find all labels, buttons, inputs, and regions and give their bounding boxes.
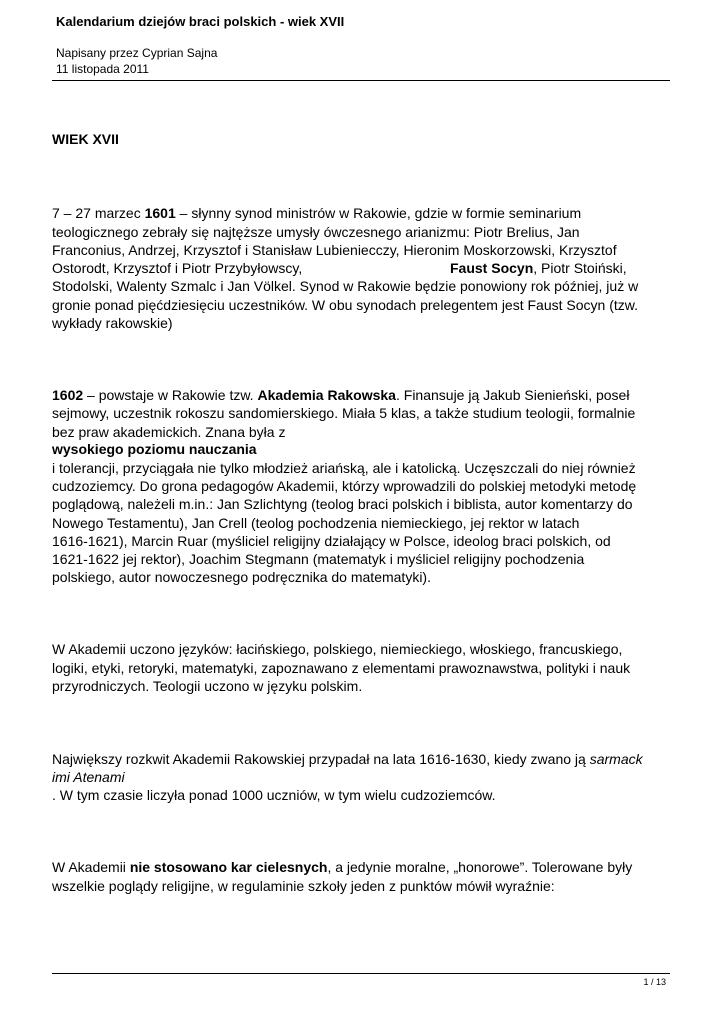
- p2-line-3: bez praw akademickich. Znana była z: [52, 424, 286, 440]
- p2-line-1: [52, 386, 629, 405]
- atenami-italic: imi Atenami: [52, 769, 125, 785]
- p1-line-5: Stodolski, Walenty Szmalc i Jan Völkel. Synod w Rakowie będzie ponowiony rok później, już w: [52, 278, 639, 294]
- p5-text: , a jedynie moralne, „honorowe”. Tolerowane były: [327, 859, 633, 875]
- no-corporal-punishment-bold: nie stosowano kar cielesnych: [129, 859, 328, 875]
- p1-line-7: wykłady rakowskie): [52, 315, 173, 331]
- p1-text: – słynny synod ministrów w Rakowie, gdzie w formie seminarium: [175, 205, 582, 221]
- p1-text: Ostorodt, Krzysztof i Piotr Przybyłowscy,: [52, 260, 303, 276]
- p1-line-6: gronie ponad pięćdziesięciu uczestników. W obu synodach prelegentem jest Faust Socyn (tzw.: [52, 297, 638, 313]
- p1-line-1: [52, 204, 581, 223]
- p5-line-1: [52, 858, 632, 877]
- p1-line-4: [52, 259, 302, 278]
- p1-text: 7 – 27 marzec: [52, 205, 145, 221]
- header-divider: [52, 80, 670, 81]
- footer-divider: [52, 973, 670, 974]
- p2-line-7: poglądową, należeli m.in.: Jan Szlichtyng (teolog braci polskich i biblista, autor komentarzy do: [52, 496, 633, 512]
- faust-socyn-bold: Faust Socyn: [450, 260, 534, 276]
- p2-line-8: Nowego Testamentu), Jan Crell (teolog pochodzenia niemieckiego, jej rektor w latach: [52, 515, 580, 531]
- p1-text: , Piotr Stoiński,: [533, 260, 627, 276]
- p2-text: – powstaje w Rakowie tzw.: [83, 387, 258, 403]
- p3-line-1: W Akademii uczono języków: łacińskiego, polskiego, niemieckiego, włoskiego, francuskiego,: [52, 641, 623, 657]
- p2-line-11: polskiego, autor nowoczesnego podręcznika do matematyki).: [52, 569, 431, 585]
- year-1601: 1601: [144, 205, 176, 221]
- p4-line-3: . W tym czasie liczyła ponad 1000 uczniów, w tym wielu cudzoziemców.: [52, 787, 496, 803]
- p2-line-4: [52, 440, 257, 459]
- date-line: 11 listopada 2011: [56, 62, 149, 76]
- p4-text: Największy rozkwit Akademii Rakowskiej przypadał na lata 1616-1630, kiedy zwano ją: [52, 751, 590, 767]
- p2-line-5: i tolerancji, przyciągała nie tylko młodzież ariańską, ale i katolicką. Uczęszczali do niej również: [52, 460, 636, 476]
- p3-line-3: przyrodniczych. Teologii uczono w języku polskim.: [52, 678, 363, 694]
- p4-line-2: [52, 768, 125, 787]
- p5-line-2: wszelkie poglądy religijne, w regulaminie szkoły jeden z punktów mówił wyraźnie:: [52, 878, 555, 894]
- akademia-rakowska-bold: Akademia Rakowska: [257, 387, 396, 403]
- p2-text: . Finansuje ją Jakub Sienieński, poseł: [395, 387, 630, 403]
- sarmackimi-italic: sarmack: [589, 751, 643, 767]
- p5-text: W Akademii: [52, 859, 130, 875]
- p1-line-2: teologicznego zebrały się najtęższe umysły ówczesnego arianizmu: Piotr Brelius, Jan: [52, 224, 580, 240]
- document-title: Kalendarium dziejów braci polskich - wiek XVII: [56, 14, 345, 29]
- p4-line-1: [52, 750, 643, 769]
- section-heading: WIEK XVII: [52, 131, 119, 147]
- page-number: 1 / 13: [643, 977, 666, 987]
- p3-line-2: logiki, etyki, retoryki, matematyki, zapoznawano z elementami prawoznawstwa, polityki i nauk: [52, 660, 631, 676]
- year-1602: 1602: [52, 387, 84, 403]
- p2-line-2: sejmowy, uczestnik rokoszu sandomierskiego. Miała 5 klas, a także studium teologii, formalnie: [52, 405, 636, 421]
- p2-line-6: cudzoziemcy. Do grona pedagogów Akademii, którzy wprowadzili do polskiej metodyki metodę: [52, 478, 637, 494]
- author-line: Napisany przez Cyprian Sajna: [56, 46, 218, 60]
- p2-line-9: 1616-1621), Marcin Ruar (myśliciel religijny działający w Polsce, ideolog braci polskich, od: [52, 533, 611, 549]
- p1-line-3: Franconius, Andrzej, Krzysztof i Stanisław Lubieniecczy, Hieronim Moskorzowski, Krzysztof: [52, 242, 617, 258]
- p1-line-4-right: [450, 259, 627, 278]
- teaching-level-bold: wysokiego poziomu nauczania: [52, 441, 257, 457]
- p2-line-10: 1621-1622 jej rektor), Joachim Stegmann (matematyk i myśliciel religijny pochodzenia: [52, 551, 585, 567]
